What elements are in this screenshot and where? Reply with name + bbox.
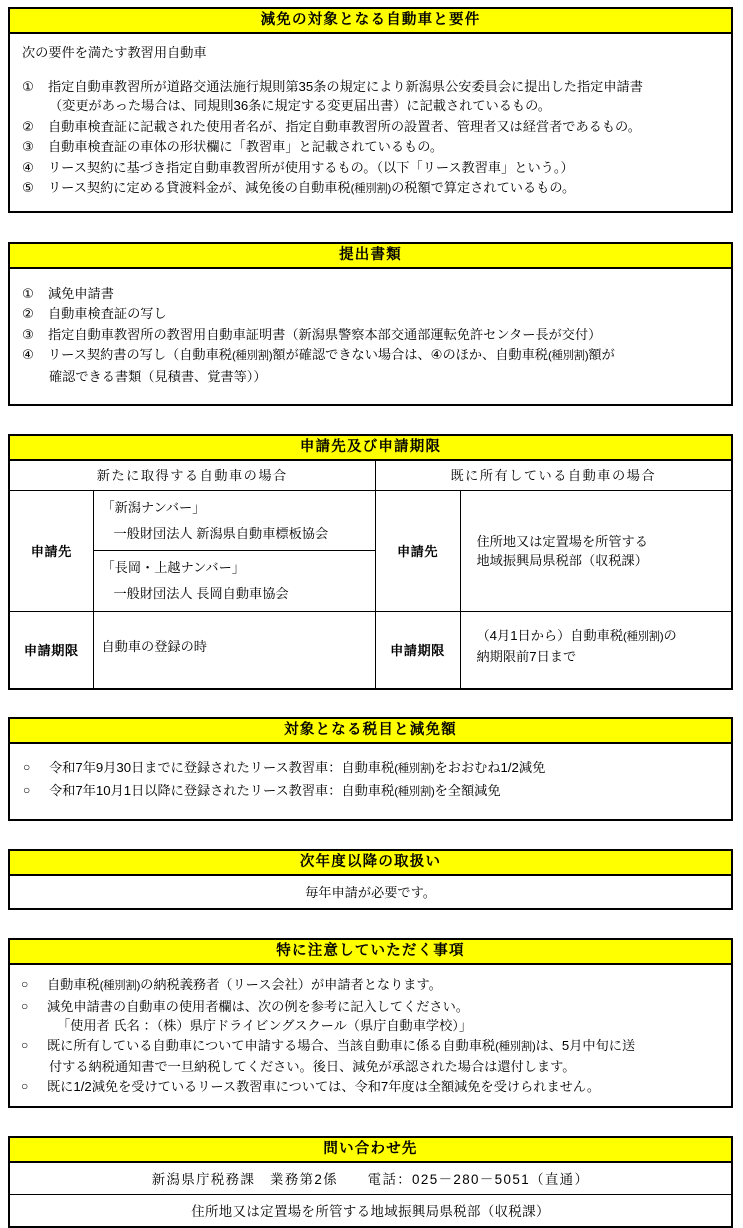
- list-item: [20, 1077, 721, 1097]
- list-text: [47, 997, 721, 1036]
- text-part-small: (種別割): [495, 1040, 536, 1053]
- row-label-destination-right: 申請先: [375, 491, 460, 612]
- list-marker: ④: [22, 159, 34, 175]
- deadline-part-small: (種別割): [623, 631, 664, 643]
- dest-owned-line-1: 住所地又は定置場を所管する: [476, 534, 648, 549]
- text-part-b: は、5月中旬に送: [535, 1037, 636, 1053]
- list-item: [22, 77, 721, 116]
- contact-line-1: 新潟県庁税務課 業務第2係 電話：025－280－5051（直通）: [151, 1172, 590, 1187]
- spacer: [8, 406, 733, 434]
- section-eligibility-body: [10, 34, 731, 211]
- list-text-cont: 付する納税通知書で一旦納税してください。後日、減免が承認された場合は還付します。: [49, 1059, 576, 1074]
- dest-owned-line-2: 地域振興局県税部（収税課）: [476, 553, 648, 568]
- list-item: [22, 284, 721, 304]
- list-item: [20, 997, 721, 1036]
- bullet-circle-icon: ○: [23, 760, 31, 774]
- list-text: 自動車検査証に記載された使用者名が、指定自動車教習所の設置者、管理者又は経営者であるもの。: [48, 118, 641, 134]
- section-tax-items: [8, 717, 733, 821]
- cell-destination-niigata: [93, 491, 375, 551]
- list-marker: ③: [22, 326, 34, 342]
- list-marker: ③: [22, 139, 34, 154]
- plate-area-niigata: 「新潟ナンバー」: [101, 500, 206, 515]
- org-niigata: 一般財団法人 新潟県自動車標板協会: [113, 526, 329, 541]
- list-item: [22, 117, 721, 137]
- text-part-b: の税額で算定されているもの。: [391, 180, 576, 195]
- text-part-a: 既に所有している自動車について申請する場合、当該自動車に係る自動車税: [47, 1037, 496, 1053]
- table-row: [10, 491, 731, 551]
- destination-table: [10, 461, 731, 688]
- text-part-a: 令和7年10月1日以降に登録されたリース教習車：自動車税: [49, 782, 395, 798]
- text-part-small-2: (種別割): [547, 350, 589, 362]
- list-marker: ⑤: [22, 180, 34, 195]
- list-text: [48, 345, 721, 386]
- text-part-a: リース契約書の写し（自動車税: [48, 347, 232, 362]
- list-text: 自動車検査証の車体の形状欄に「教習車」と記載されているもの。: [48, 139, 444, 154]
- section-eligibility-title: 減免の対象となる自動車と要件: [10, 9, 731, 34]
- list-text: [47, 975, 721, 997]
- text-part-b: の納税義務者（リース会社）が申請者となります。: [140, 977, 442, 992]
- spacer: [8, 910, 733, 938]
- text-part-c: 額が: [588, 347, 615, 362]
- spacer: [8, 821, 733, 849]
- list-marker: ①: [22, 78, 34, 94]
- list-marker: ②: [22, 306, 34, 321]
- list-text: リース契約に基づき指定自動車教習所が使用するもの。（以下「リース教習車」という。）: [48, 159, 574, 175]
- list-marker: ①: [22, 285, 34, 301]
- col-header-left: 新たに取得する自動車の場合: [10, 461, 375, 491]
- spacer: [8, 213, 733, 242]
- list-item: [22, 158, 721, 178]
- documents-list: [20, 284, 721, 387]
- list-text: [49, 781, 721, 803]
- bullet-circle-icon: ○: [21, 1037, 29, 1052]
- bullet-circle-icon: ○: [23, 782, 31, 797]
- bullet-circle-icon: ○: [21, 1078, 29, 1093]
- section-eligibility: [8, 7, 733, 213]
- bullet-circle-icon: ○: [21, 977, 29, 991]
- section-documents-body: [10, 269, 731, 405]
- text-part-a: 令和7年9月30日までに登録されたリース教習車：自動車税: [49, 760, 395, 775]
- table-row-headers: [10, 461, 731, 491]
- list-item: [22, 758, 721, 780]
- next-year-body: 毎年申請が必要です。: [305, 885, 436, 900]
- list-item: [20, 1036, 721, 1077]
- list-marker: ②: [22, 118, 34, 134]
- eligibility-lead: 次の要件を満たす教習用自動車: [22, 45, 207, 60]
- col-header-right: 既に所有している自動車の場合: [375, 461, 731, 491]
- text-part-small: (種別割): [394, 785, 435, 798]
- list-text: 指定自動車教習所の教習用自動車証明書（新潟県警察本部交通部運転免許センター長が交付）: [48, 326, 602, 342]
- list-text: 既に1/2減免を受けているリース教習車については、令和7年度は全額減免を受けられません。: [47, 1078, 601, 1094]
- list-item: [22, 345, 721, 386]
- text-part-small: (種別割): [231, 350, 273, 362]
- section-contact-title: 問い合わせ先: [10, 1138, 731, 1163]
- spacer: [8, 690, 733, 717]
- list-text: [48, 77, 721, 116]
- section-notices-title: 特に注意していただく事項: [10, 940, 731, 965]
- list-item: [22, 325, 721, 345]
- section-tax-items-body: [10, 744, 731, 819]
- list-text: [48, 178, 721, 200]
- section-notices-body: [10, 965, 731, 1106]
- list-item: [22, 304, 721, 324]
- cell-deadline-owned: [460, 612, 731, 689]
- section-next-year-title: 次年度以降の取扱い: [10, 851, 731, 876]
- text-part-small: (種別割): [350, 183, 392, 195]
- table-row: [10, 612, 731, 689]
- deadline-part-a: （4月1日から）自動車税: [476, 628, 624, 643]
- text-part-small: (種別割): [99, 980, 141, 992]
- list-text-cont: 確認できる書類（見積書、覚書等））: [49, 368, 267, 384]
- spacer: [8, 1108, 733, 1136]
- contact-line-2: 住所地又は定置場を所管する地域振興局県税部（収税課）: [10, 1194, 731, 1226]
- list-text: [47, 1036, 721, 1077]
- text-part-b: 額が確認できない場合は、④のほか、自動車税: [272, 347, 548, 362]
- deadline-line-2: 納期限前7日まで: [476, 649, 577, 664]
- section-documents: [8, 242, 733, 407]
- section-destination-title: 申請先及び申請期限: [10, 436, 731, 461]
- text-part-b: を全額減免: [434, 782, 501, 798]
- list-item: [20, 975, 721, 997]
- list-text-main: 指定自動車教習所が道路交通法施行規則第35条の規定により新潟県公安委員会に提出した指定申請書: [48, 78, 643, 94]
- section-tax-items-title: 対象となる税目と減免額: [10, 719, 731, 744]
- list-text-cont: 「使用者 氏名 ：（株）県庁ドライビングスクール（県庁自動車学校）」: [57, 1018, 473, 1033]
- row-label-destination-left: 申請先: [10, 491, 93, 612]
- cell-deadline-new: 自動車の登録の時: [93, 612, 375, 689]
- list-text: 減免申請書: [48, 285, 114, 301]
- section-notices: [8, 938, 733, 1108]
- section-destination: [8, 434, 733, 690]
- text-part-a: リース契約に定める貸渡料金が、減免後の自動車税: [48, 180, 351, 195]
- text-part-a: 減免申請書の自動車の使用者欄は、次の例を参考に記入してください。: [47, 998, 469, 1014]
- row-label-deadline-left: 申請期限: [10, 612, 93, 689]
- org-nagaoka: 一般財団法人 長岡自動車協会: [113, 586, 289, 601]
- bullet-circle-icon: ○: [21, 998, 29, 1013]
- plate-area-nagaoka: 「長岡・上越ナンバー」: [101, 560, 245, 575]
- text-part-a: 自動車税: [47, 977, 100, 992]
- cell-destination-owned: [460, 491, 731, 612]
- list-marker: ④: [22, 347, 34, 362]
- row-label-deadline-right: 申請期限: [375, 612, 460, 689]
- section-documents-title: 提出書類: [10, 244, 731, 269]
- eligibility-list: [20, 77, 721, 200]
- text-part-small: (種別割): [394, 763, 435, 775]
- cell-destination-nagaoka: [93, 551, 375, 612]
- list-item: [22, 781, 721, 803]
- list-text: 自動車検査証の写し: [48, 306, 167, 321]
- text-part-b: をおおむね1/2減免: [434, 760, 546, 775]
- list-text: [49, 758, 721, 780]
- section-next-year: [8, 849, 733, 910]
- list-item: [22, 178, 721, 200]
- list-item: [22, 137, 721, 157]
- deadline-part-b: の: [663, 628, 677, 643]
- list-text-cont: （変更があった場合は、同規則36条に規定する変更届出書）に記載されているもの。: [49, 98, 551, 113]
- section-contact: [8, 1136, 733, 1228]
